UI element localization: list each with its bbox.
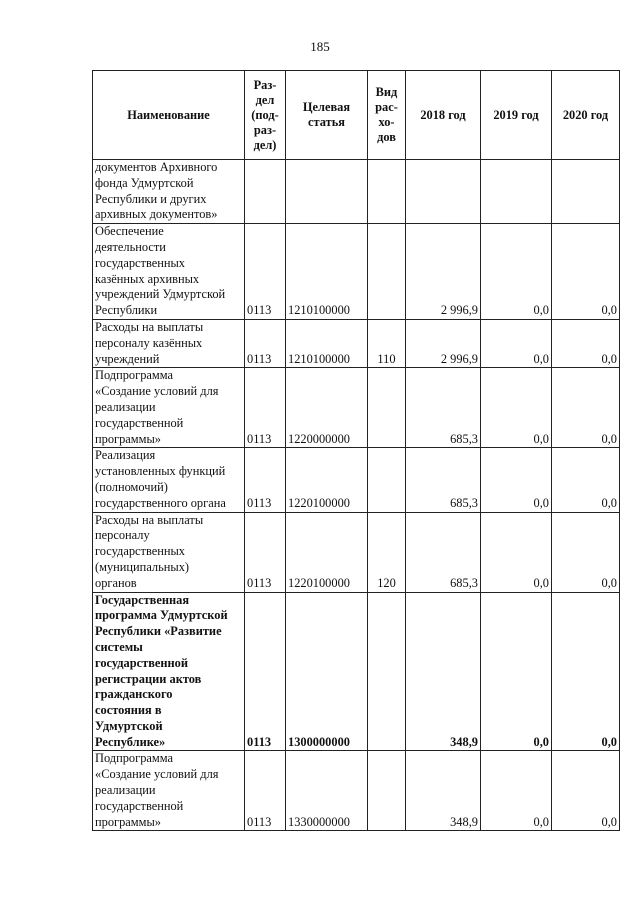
row-target: 1330000000 <box>286 751 368 831</box>
row-section: 0113 <box>245 319 286 367</box>
row-expense-type <box>368 368 406 448</box>
page-number: 185 <box>310 39 330 54</box>
row-section <box>245 160 286 224</box>
row-name: документов Архивного фонда Удмуртской Республики и других архивных документов» <box>93 160 245 224</box>
row-2020: 0,0 <box>552 448 620 512</box>
table-row <box>93 448 620 512</box>
row-expense-type <box>368 592 406 751</box>
table-row <box>93 319 620 367</box>
row-target: 1220000000 <box>286 368 368 448</box>
table-row <box>93 224 620 320</box>
row-2020 <box>552 160 620 224</box>
header-2018: 2018 год <box>406 71 481 160</box>
row-section: 0113 <box>245 592 286 751</box>
header-2020: 2020 год <box>552 71 620 160</box>
row-expense-type <box>368 224 406 320</box>
row-2019 <box>481 160 552 224</box>
row-2020: 0,0 <box>552 512 620 592</box>
row-2018: 348,9 <box>406 751 481 831</box>
table-row <box>93 592 620 751</box>
row-target: 1300000000 <box>286 592 368 751</box>
row-2019: 0,0 <box>481 448 552 512</box>
row-expense-type <box>368 751 406 831</box>
header-2019: 2019 год <box>481 71 552 160</box>
row-section: 0113 <box>245 224 286 320</box>
row-target: 1220100000 <box>286 448 368 512</box>
row-target: 1210100000 <box>286 224 368 320</box>
table-body <box>93 160 620 831</box>
row-2018: 2 996,9 <box>406 319 481 367</box>
row-2020: 0,0 <box>552 224 620 320</box>
row-2019: 0,0 <box>481 512 552 592</box>
table-row <box>93 160 620 224</box>
row-2018: 348,9 <box>406 592 481 751</box>
row-2018: 685,3 <box>406 368 481 448</box>
row-2019: 0,0 <box>481 751 552 831</box>
row-expense-type <box>368 448 406 512</box>
row-target: 1210100000 <box>286 319 368 367</box>
row-name: Подпрограмма «Создание условий для реализации государственной программы» <box>93 368 245 448</box>
row-2018: 2 996,9 <box>406 224 481 320</box>
row-expense-type: 110 <box>368 319 406 367</box>
row-2018: 685,3 <box>406 512 481 592</box>
row-name: Обеспечение деятельности государственных казённых архивных учреждений Удмуртской Республики <box>93 224 245 320</box>
row-2020: 0,0 <box>552 751 620 831</box>
row-2020: 0,0 <box>552 368 620 448</box>
header-expense-type: Вид рас- хо- дов <box>368 71 406 160</box>
row-name: Подпрограмма «Создание условий для реализации государственной программы» <box>93 751 245 831</box>
row-name: Государственная программа Удмуртской Республики «Развитие системы государственной регистрации актов гражданского состояния в Удмуртской Республике» <box>93 592 245 751</box>
row-2020: 0,0 <box>552 592 620 751</box>
row-name: Расходы на выплаты персоналу государственных (муниципальных) органов <box>93 512 245 592</box>
row-2019: 0,0 <box>481 319 552 367</box>
row-section: 0113 <box>245 448 286 512</box>
row-2019: 0,0 <box>481 368 552 448</box>
row-2018 <box>406 160 481 224</box>
table-row <box>93 368 620 448</box>
row-name: Расходы на выплаты персоналу казённых учреждений <box>93 319 245 367</box>
row-name: Реализация установленных функций (полномочий) государственного органа <box>93 448 245 512</box>
header-section: Раз- дел (под- раз- дел) <box>245 71 286 160</box>
budget-table <box>92 70 620 831</box>
row-2019: 0,0 <box>481 224 552 320</box>
row-expense-type: 120 <box>368 512 406 592</box>
header-name: Наименование <box>93 71 245 160</box>
row-section: 0113 <box>245 368 286 448</box>
row-expense-type <box>368 160 406 224</box>
row-section: 0113 <box>245 512 286 592</box>
header-target: Целевая статья <box>286 71 368 160</box>
row-section: 0113 <box>245 751 286 831</box>
row-target: 1220100000 <box>286 512 368 592</box>
header-row <box>93 71 620 160</box>
row-2020: 0,0 <box>552 319 620 367</box>
row-2019: 0,0 <box>481 592 552 751</box>
row-2018: 685,3 <box>406 448 481 512</box>
table-row <box>93 751 620 831</box>
row-target <box>286 160 368 224</box>
table-row <box>93 512 620 592</box>
